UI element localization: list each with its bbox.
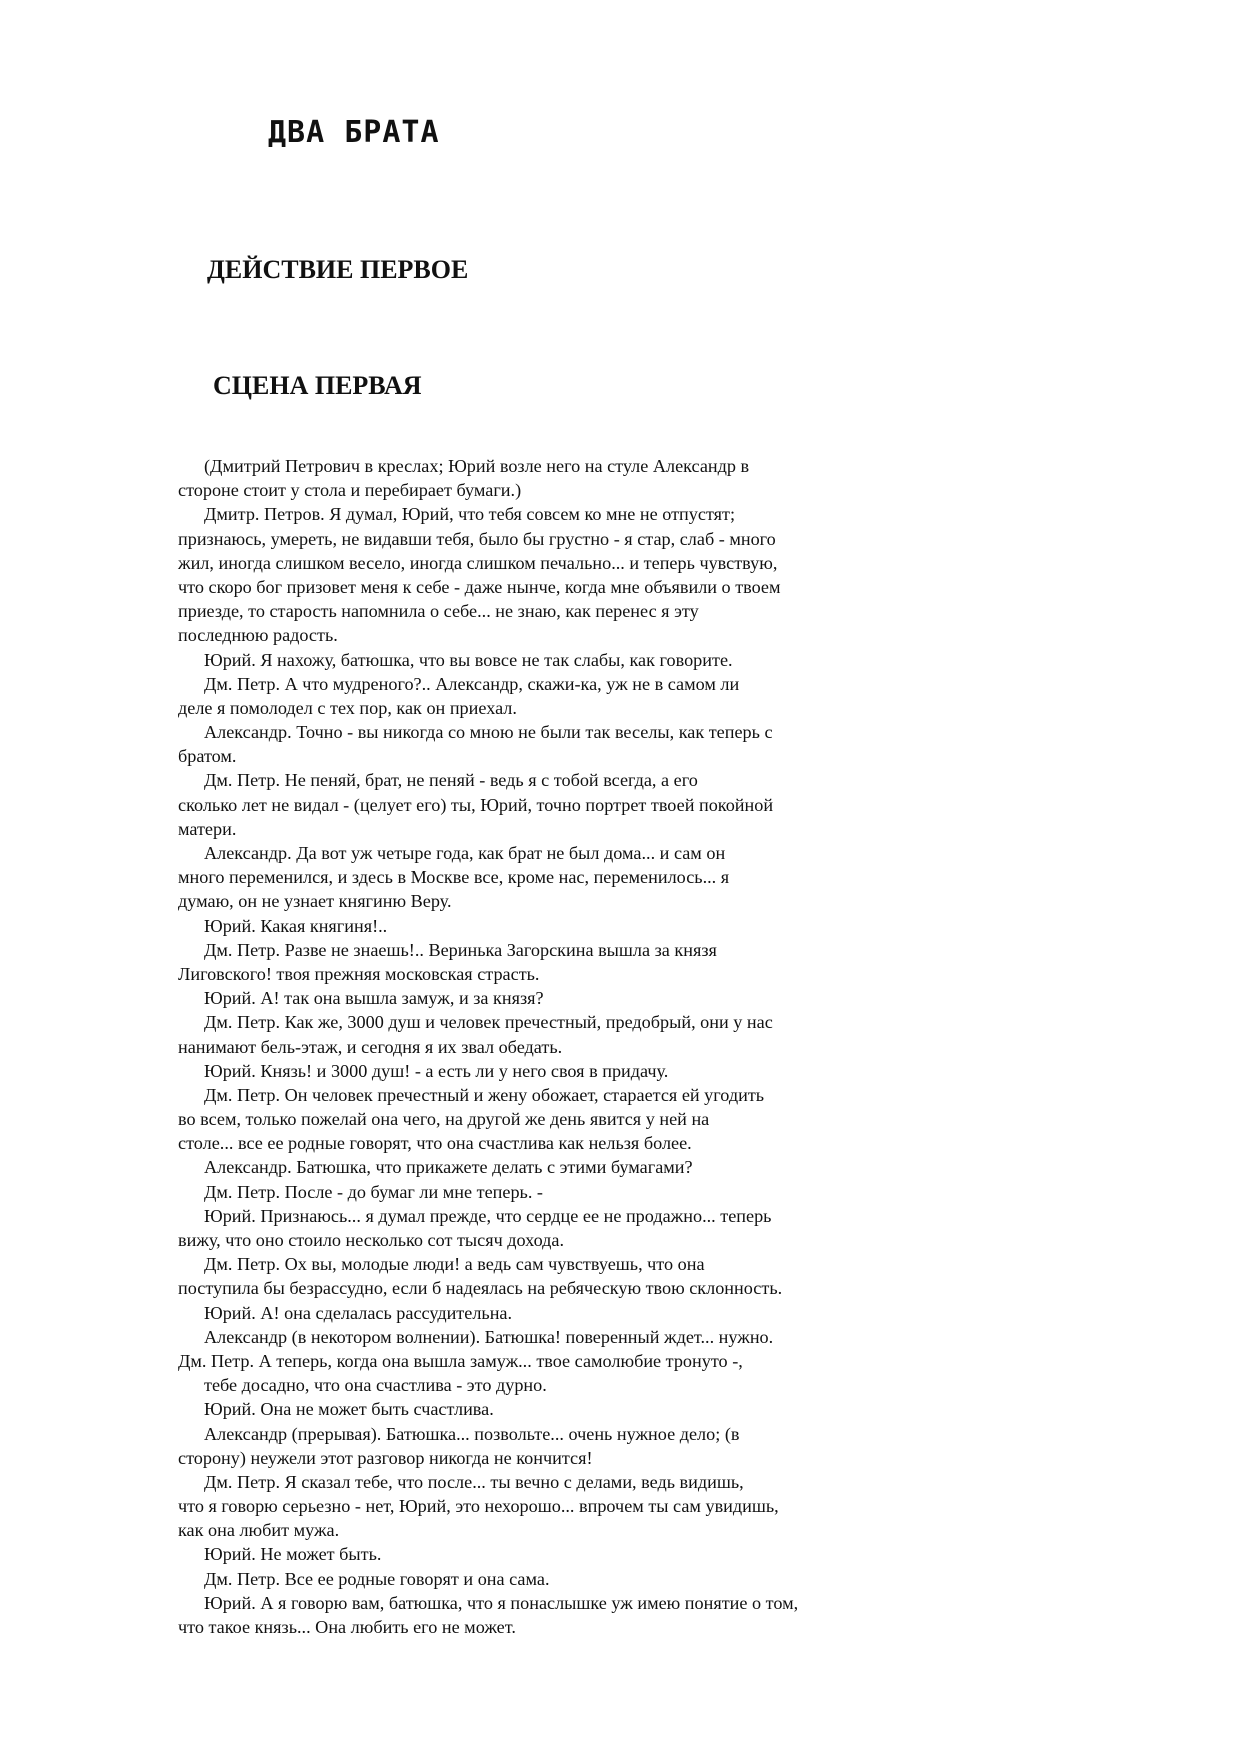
text-line: Дм. Петр. Как же, 3000 душ и человек пречестный, предобрый, они у нас [204,1012,773,1033]
scene-heading: СЦЕНА ПЕРВАЯ [213,371,422,400]
text-line: Юрий. Она не может быть счастлива. [204,1399,494,1420]
text-line: признаюсь, умереть, не видавши тебя, было бы грустно - я стар, слаб - много [178,528,776,549]
text-line: Юрий. Не может быть. [204,1544,382,1565]
text-line: приезде, то старость напомнила о себе... не знаю, как перенес я эту [178,601,699,622]
text-line: Юрий. Какая княгиня!.. [204,915,388,936]
text-line: последнюю радость. [178,625,338,646]
text-line: Дм. Петр. После - до бумаг ли мне теперь. - [204,1181,543,1202]
text-line: как она любит мужа. [178,1520,340,1541]
text-line: Александр (прерывая). Батюшка... позвольте... очень нужное дело; (в [204,1423,740,1444]
text-line: Дм. Петр. А что мудреного?.. Александр, скажи-ка, уж не в самом ли [204,673,740,694]
text-line: тебе досадно, что она счастлива - это дурно. [204,1375,547,1396]
text-line: Дмитр. Петров. Я думал, Юрий, что тебя совсем ко мне не отпустят; [204,504,736,525]
text-line: жил, иногда слишком весело, иногда слишком печально... и теперь чувствую, [178,552,778,573]
text-line: матери. [178,818,237,839]
text-line: думаю, он не узнает княгиню Веру. [178,891,452,912]
text-line: Дм. Петр. Ох вы, молодые люди! а ведь сам чувствуешь, что она [204,1254,705,1275]
text-line: Дм. Петр. Он человек пречестный и жену обожает, старается ей угодить [204,1084,765,1105]
play-text [178,454,918,1639]
text-line: Александр. Да вот уж четыре года, как брат не был дома... и сам он [204,843,726,863]
text-line: Александр. Батюшка, что прикажете делать с этими бумагами? [204,1157,693,1178]
text-line: поступила бы безрассудно, если б надеялась на ребяческую твою склонность. [178,1278,783,1299]
text-line: Юрий. А! она сделалась рассудительна. [204,1302,513,1323]
text-line: Юрий. Я нахожу, батюшка, что вы вовсе не так слабы, как говорите. [204,649,733,670]
text-line: Юрий. Князь! и 3000 душ! - а есть ли у него своя в придачу. [204,1060,669,1081]
text-line: во всем, только пожелай она чего, на другой же день явится у ней на [178,1109,710,1130]
text-line: Юрий. А я говорю вам, батюшка, что я понаслышке уж имею понятие о том, [204,1592,799,1613]
text-line: Юрий. Признаюсь... я думал прежде, что сердце ее не продажно... теперь [204,1205,772,1226]
text-line: много переменился, и здесь в Москве все, кроме нас, переменилось... я [178,867,730,888]
act-heading: ДЕЙСТВИЕ ПЕРВОЕ [207,255,469,284]
text-line: братом. [178,746,237,767]
text-line: Юрий. А! так она вышла замуж, и за князя? [204,988,544,1009]
text-line: нанимают бель-этаж, и сегодня я их звал обедать. [178,1036,563,1057]
text-line: Дм. Петр. А теперь, когда она вышла замуж... твое самолюбие тронуто -, [178,1350,743,1371]
play-title: ДВА БРАТА [268,115,440,150]
text-line: что скоро бог призовет меня к себе - даже нынче, когда мне объявили о твоем [178,576,781,597]
text-line: сторону) неужели этот разговор никогда не кончится! [178,1447,593,1468]
text-line: Дм. Петр. Все ее родные говорят и она сама. [204,1568,550,1589]
text-line: что я говорю серьезно - нет, Юрий, это нехорошо... впрочем ты сам увидишь, [178,1496,779,1517]
text-line: Дм. Петр. Разве не знаешь!.. Веринька Загорскина вышла за князя [204,939,717,960]
text-line: что такое князь... Она любить его не может. [178,1617,516,1637]
text-line: столе... все ее родные говорят, что она счастлива как нельзя более. [178,1133,692,1154]
text-line: Александр. Точно - вы никогда со мною не были так веселы, как теперь с [204,722,773,743]
text-line: стороне стоит у стола и перебирает бумаги.) [178,480,522,501]
text-line: Александр (в некотором волнении). Батюшка! поверенный ждет... нужно. [204,1326,774,1347]
text-line: вижу, что оно стоило несколько сот тысяч дохода. [178,1230,565,1250]
text-line: Лиговского! твоя прежняя московская страсть. [178,963,540,984]
text-line: Дм. Петр. Я сказал тебе, что после... ты вечно с делами, ведь видишь, [204,1471,744,1492]
text-line: деле я помолодел с тех пор, как он приехал. [178,697,517,718]
text-line: сколько лет не видал - (целует его) ты, Юрий, точно портрет твоей покойной [178,794,774,815]
text-line: (Дмитрий Петрович в креслах; Юрий возле него на стуле Александр в [204,456,750,476]
text-line: Дм. Петр. Не пеняй, брат, не пеняй - ведь я с тобой всегда, а его [204,770,698,791]
